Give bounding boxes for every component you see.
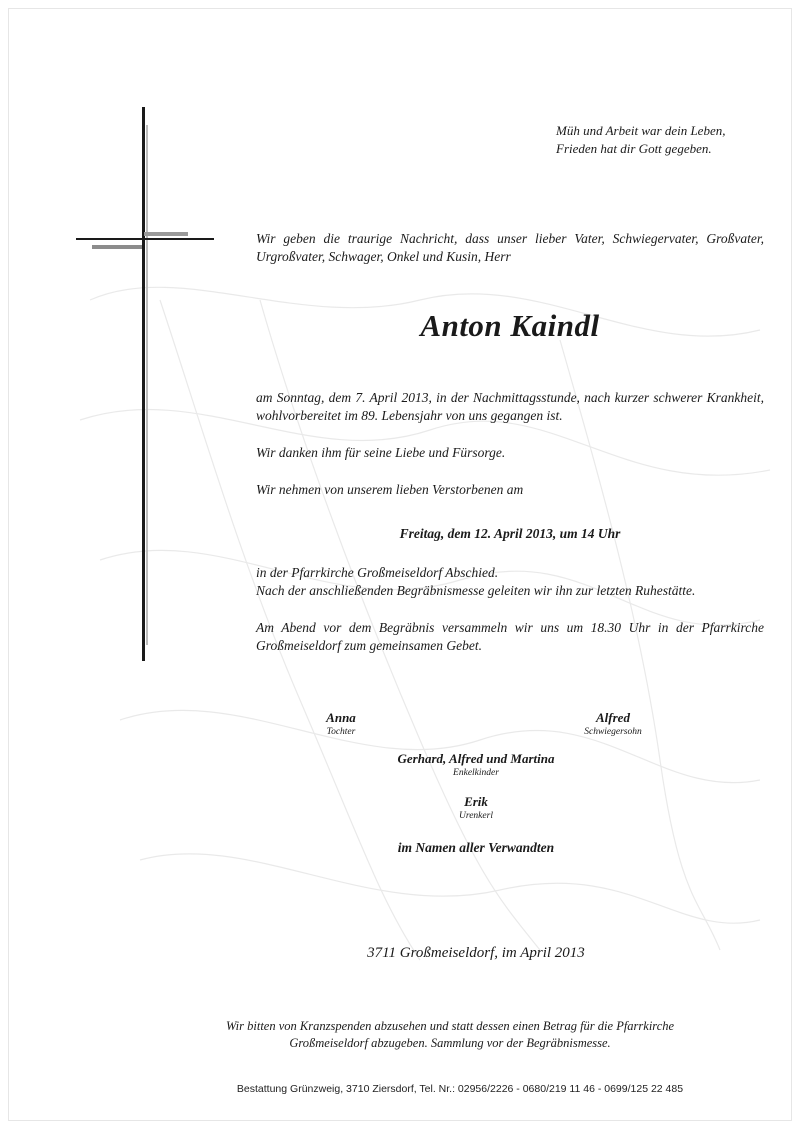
church-line: in der Pfarrkirche Großmeiseldorf Abschied. xyxy=(256,565,499,580)
cross-icon xyxy=(70,105,220,665)
funeral-date: Freitag, dem 12. April 2013, um 14 Uhr xyxy=(399,526,621,541)
mourner-relation: Urenkerl xyxy=(459,811,493,821)
mourner-name: Anna xyxy=(326,710,356,725)
relatives-line: im Namen aller Verwandten xyxy=(397,840,555,855)
request-line: Wir bitten von Kranzspenden abzusehen und statt dessen einen Betrag für die Pfarrkirche xyxy=(225,1019,675,1033)
mourner-name: Erik xyxy=(464,794,488,809)
mourner-name: Alfred xyxy=(596,710,630,725)
mourner xyxy=(356,751,596,779)
mourner-relation: Schwiegersohn xyxy=(584,727,642,737)
farewell-intro: Wir nehmen von unserem lieben Verstorbenen am xyxy=(256,482,524,497)
mourner xyxy=(558,710,668,738)
funeral-home-footer: Bestattung Grünzweig, 3710 Ziersdorf, Tel. Nr.: 02956/2226 - 0680/219 11 46 - 0699/125 22 485 xyxy=(236,1083,684,1095)
mourner-relation: Tochter xyxy=(326,727,356,737)
request-line: Großmeiseldorf abzugeben. Sammlung vor der Begräbnismesse. xyxy=(289,1036,611,1050)
place-date: 3711 Großmeiseldorf, im April 2013 xyxy=(367,945,585,961)
mourner xyxy=(296,710,386,738)
donation-request xyxy=(200,1018,700,1052)
motto-line: Frieden hat dir Gott gegeben. xyxy=(556,141,712,156)
thanks-text: Wir danken ihm für seine Liebe und Fürsorge. xyxy=(256,445,506,460)
deceased-name: Anton Kaindl xyxy=(420,308,600,343)
death-notice: am Sonntag, dem 7. April 2013, in der Nachmittagsstunde, nach kurzer schwerer Krankheit, wohlvorbereitet im 89. Lebensjahr von uns gegangen ist. xyxy=(256,390,764,423)
church-line: Nach der anschließenden Begräbnismesse geleiten wir ihn zur letzten Ruhestätte. xyxy=(256,583,696,598)
motto-line: Müh und Arbeit war dein Leben, xyxy=(556,123,726,138)
church-text xyxy=(256,564,764,600)
mourner xyxy=(426,794,526,822)
intro-text: Wir geben die traurige Nachricht, dass unser lieber Vater, Schwiegervater, Großvater, Urgroßvater, Schwager, Onkel und Kusin, Herr xyxy=(256,231,764,264)
mourner-relation: Enkelkinder xyxy=(453,768,499,778)
mourner-name: Gerhard, Alfred und Martina xyxy=(397,751,555,766)
motto xyxy=(556,122,776,158)
prayer-text: Am Abend vor dem Begräbnis versammeln wir uns um 18.30 Uhr in der Pfarrkirche Großmeiseldorf zum gemeinsamen Gebet. xyxy=(256,620,764,653)
